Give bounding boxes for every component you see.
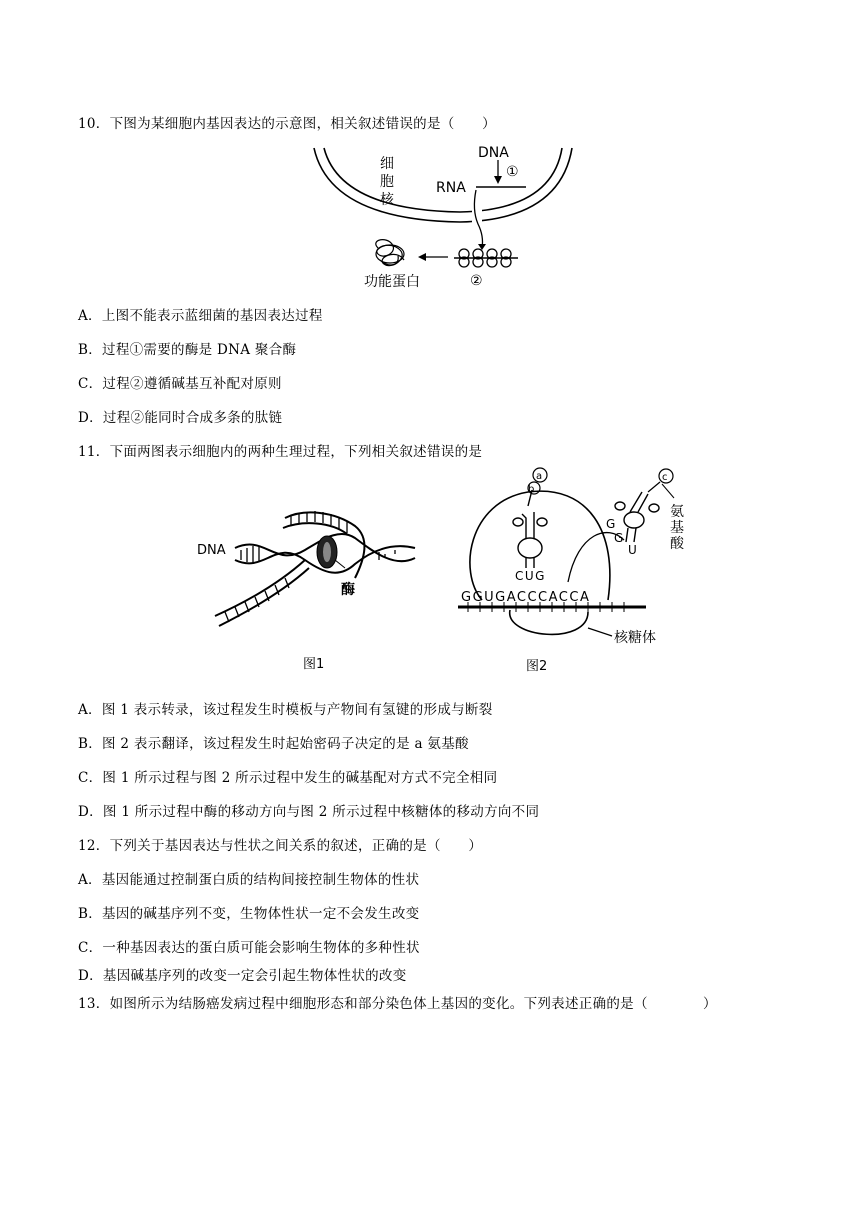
q11-option-d: D．图 1 所示过程中酶的移动方向与图 2 所示过程中核糖体的移动方向不同 xyxy=(78,804,540,820)
ribosome-label: 核糖体 xyxy=(614,630,656,646)
q12-option-d: D．基因碱基序列的改变一定会引起生物体性状的改变 xyxy=(78,968,407,984)
q11-figure2 xyxy=(448,462,698,684)
q11-stem: 11．下面两图表示细胞内的两种生理过程，下列相关叙述错误的是 xyxy=(78,444,483,460)
step1-label: ① xyxy=(506,164,519,180)
q10-stem: 10．下图为某细胞内基因表达的示意图，相关叙述错误的是（ ） xyxy=(78,116,496,132)
mrna-sequence: GGUGACCCACCA xyxy=(461,590,591,605)
q10-option-a: A．上图不能表示蓝细菌的基因表达过程 xyxy=(78,308,323,324)
label-c: c xyxy=(662,472,668,483)
q10-figure xyxy=(300,140,590,295)
q10-option-b: B．过程①需要的酶是 DNA 聚合酶 xyxy=(78,342,297,358)
rna-tail xyxy=(215,560,309,626)
functional-protein-shape xyxy=(376,240,404,266)
q11-figure1 xyxy=(195,498,435,678)
ribosome-large-subunit xyxy=(470,491,610,600)
label-a: a xyxy=(536,471,543,482)
q10-option-c: C．过程②遵循碱基互补配对原则 xyxy=(78,376,282,392)
nucleus-label-3: 核 xyxy=(380,192,394,208)
q12-option-b: B．基因的碱基序列不变，生物体性状一定不会发生改变 xyxy=(78,906,420,922)
q12-option-a: A．基因能通过控制蛋白质的结构间接控制生物体的性状 xyxy=(78,872,420,888)
nucleus-label-1: 细 xyxy=(380,156,394,172)
q13-stem: 13．如图所示为结肠癌发病过程中细胞形态和部分染色体上基因的变化。下列表述正确的是（ ） xyxy=(78,996,717,1012)
q12-stem: 12．下列关于基因表达与性状之间关系的叙述，正确的是（ ） xyxy=(78,838,483,854)
amino-acid-label-1: 氨 xyxy=(670,504,684,520)
protein-label: 功能蛋白 xyxy=(364,274,420,290)
q11-option-b: B．图 2 表示翻译，该过程发生时起始密码子决定的是 a 氨基酸 xyxy=(78,736,469,752)
anticodon-2c: U xyxy=(628,543,637,557)
fig1-dna-label: DNA xyxy=(197,543,226,558)
dna-label: DNA xyxy=(478,145,509,161)
rna-label: RNA xyxy=(436,180,466,196)
label-b: b xyxy=(528,484,535,495)
q11-option-a: A．图 1 表示转录，该过程发生时模板与产物间有氢键的形成与断裂 xyxy=(78,702,493,718)
ribosome-small-subunit xyxy=(510,610,588,634)
nucleus-label-2: 胞 xyxy=(380,174,394,190)
anticodon-2b: G xyxy=(614,531,624,545)
fig2-caption: 图2 xyxy=(526,659,548,674)
q10-option-d: D．过程②能同时合成多条的肽链 xyxy=(78,410,283,426)
trna-1 xyxy=(513,490,547,568)
step2-label: ② xyxy=(470,273,483,289)
amino-acid-label-2: 基 xyxy=(670,520,684,536)
q12-option-c: C．一种基因表达的蛋白质可能会影响生物体的多种性状 xyxy=(78,940,420,956)
q11-option-c: C．图 1 所示过程与图 2 所示过程中发生的碱基配对方式不完全相同 xyxy=(78,770,498,786)
fig1-caption: 图1 xyxy=(303,657,325,672)
enzyme-label: 酶 xyxy=(341,582,355,598)
anticodon-2a: G xyxy=(606,517,616,531)
amino-acid-label-3: 酸 xyxy=(670,536,684,552)
anticodon-1: CUG xyxy=(515,569,546,583)
